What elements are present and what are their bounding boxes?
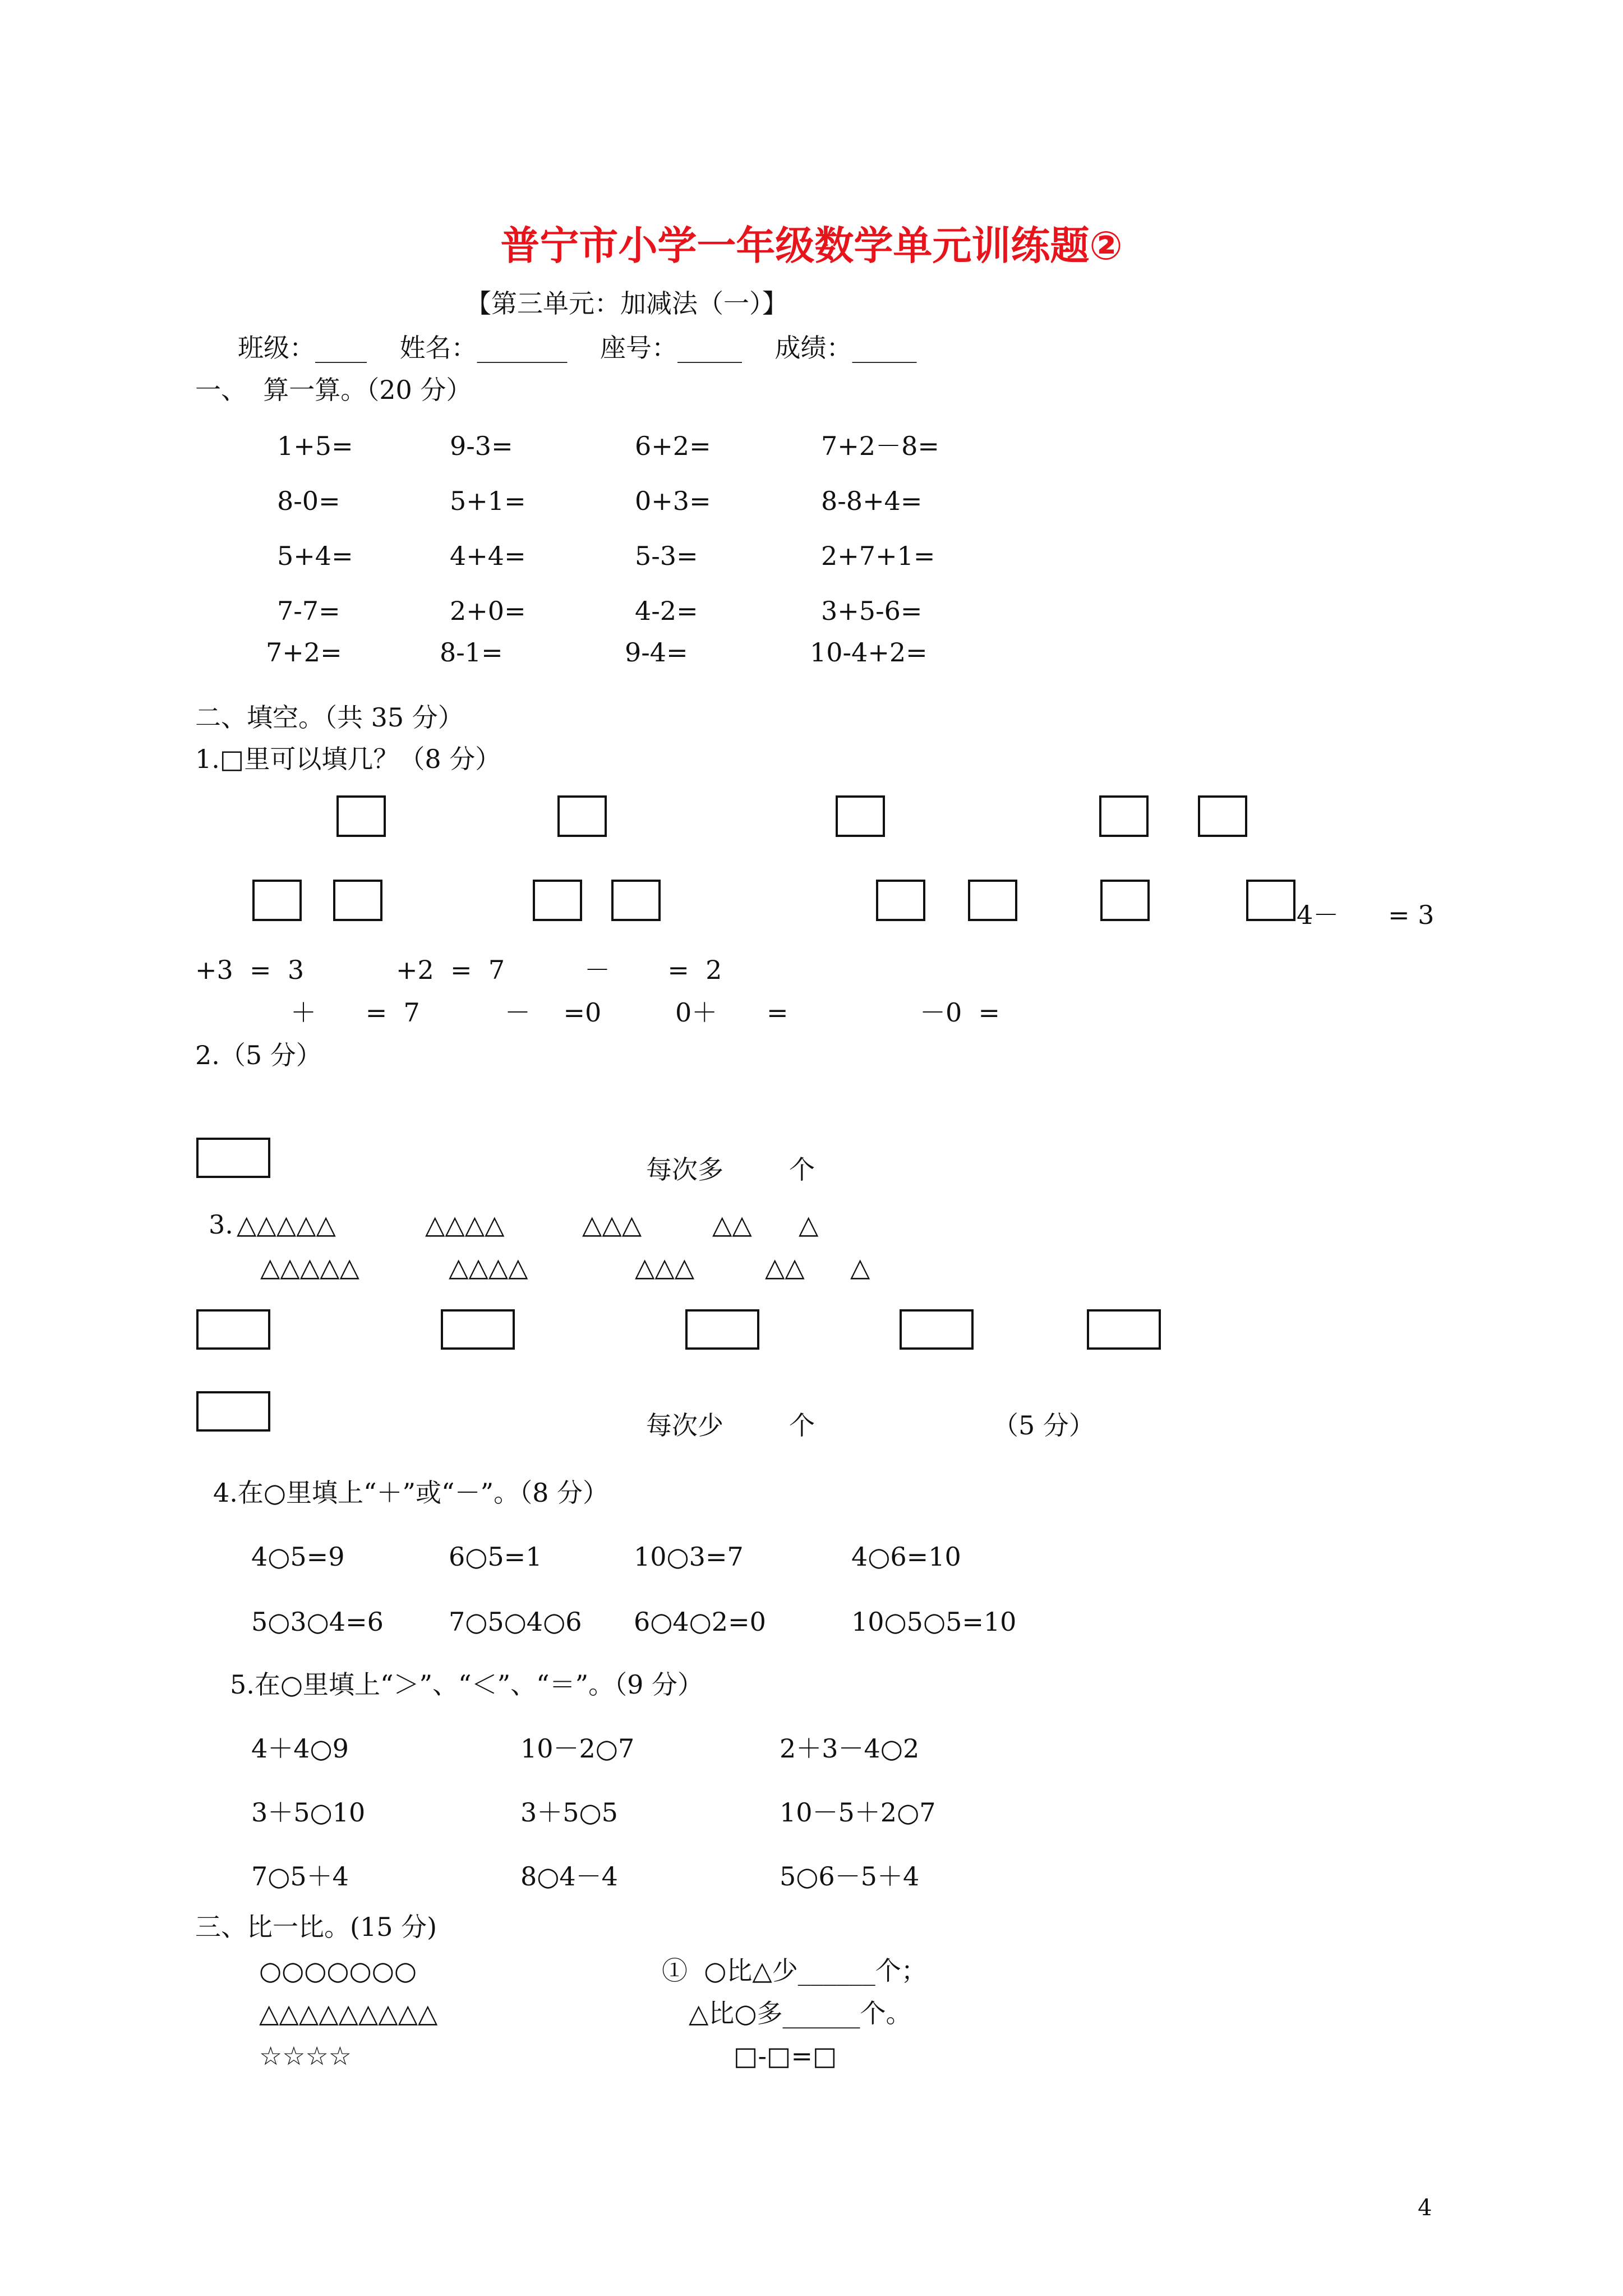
equation: 8-1=: [440, 637, 503, 668]
equation: 10-4+2=: [810, 637, 928, 668]
equation: 5+1=: [450, 486, 526, 516]
q1-equation: － =0: [505, 997, 602, 1028]
triangle-group: △△: [765, 1252, 805, 1282]
answer-box[interactable]: [900, 1309, 974, 1350]
triangle-group: △: [850, 1252, 870, 1282]
answer-box[interactable]: [876, 880, 925, 921]
operator-equation: 4○6=10: [851, 1542, 961, 1572]
answer-box[interactable]: [836, 795, 885, 837]
equation: 6+2=: [635, 431, 711, 461]
equation: 2+7+1=: [821, 541, 935, 571]
equation: 7+2=: [266, 637, 342, 668]
equation: 2+0=: [450, 596, 526, 626]
comparison-equation: 7○5＋4: [251, 1861, 349, 1892]
answer-box[interactable]: [533, 880, 582, 921]
triangle-group: △△: [712, 1209, 752, 1240]
answer-box[interactable]: [685, 1309, 759, 1350]
equation: 5+4=: [277, 541, 353, 571]
operator-equation: 6○5=1: [449, 1542, 542, 1572]
triangle-group: △△△△: [449, 1252, 528, 1282]
answer-box[interactable]: [611, 880, 661, 921]
circle-row: ○○○○○○○: [259, 1955, 417, 1986]
triangle-group: △△△△△: [260, 1252, 359, 1282]
triangle-row: △△△△△△△△△: [259, 1998, 438, 2028]
q1-equation: +3 = 3: [195, 955, 305, 985]
section-2-heading: 二、填空。（共 35 分）: [195, 702, 464, 733]
operator-equation: 4○5=9: [251, 1542, 345, 1572]
q2-label: 2.（5 分）: [195, 1040, 322, 1070]
unit-title: 【第三单元：加减法（一）】: [465, 288, 788, 319]
answer-box[interactable]: [968, 880, 1017, 921]
q5-label: 5.在○里填上“＞”、“＜”、“＝”。（9 分）: [230, 1669, 704, 1700]
equation: 5-3=: [635, 541, 698, 571]
triangle-group: △△△: [635, 1252, 695, 1282]
equation: 4-2=: [635, 596, 698, 626]
answer-box[interactable]: [196, 1391, 270, 1432]
operator-equation: 7○5○4○6: [449, 1607, 582, 1637]
q3-score: （5 分）: [993, 1410, 1095, 1441]
compare-equation: □-□=□: [734, 2041, 837, 2071]
answer-box[interactable]: [196, 1138, 270, 1178]
q1-equation: +2 = 7: [396, 955, 505, 985]
equation: 7-7=: [277, 596, 340, 626]
q1-label: 1.□里可以填几？（8 分）: [195, 744, 501, 774]
q3-text: 每次少 个: [646, 1410, 815, 1441]
operator-equation: 10○3=7: [634, 1542, 744, 1572]
operator-equation: 10○5○5=10: [851, 1607, 1017, 1637]
compare-question-2: △比○多______个。: [689, 1998, 912, 2028]
student-info-line: 班级：____ 姓名：_______ 座号：_____ 成绩：_____: [238, 333, 917, 363]
operator-equation: 6○4○2=0: [634, 1607, 766, 1637]
answer-box[interactable]: [333, 880, 382, 921]
page-number: 4: [1418, 2195, 1432, 2221]
equation: 4+4=: [450, 541, 526, 571]
q1-equation: －0 =: [920, 997, 1000, 1028]
page-title: 普宁市小学一年级数学单元训练题②: [500, 223, 1123, 269]
equation: 0+3=: [635, 486, 711, 516]
answer-box[interactable]: [336, 795, 386, 837]
comparison-equation: 10－2○7: [520, 1733, 635, 1764]
comparison-equation: 4＋4○9: [251, 1733, 349, 1764]
operator-equation: 5○3○4=6: [251, 1607, 384, 1637]
answer-box[interactable]: [441, 1309, 515, 1350]
equation: 9-3=: [450, 431, 513, 461]
q1-side-equation: 4－ = 3: [1297, 900, 1435, 930]
comparison-equation: 3＋5○10: [251, 1797, 366, 1828]
q1-equation: ＋ = 7: [291, 997, 420, 1028]
answer-box[interactable]: [252, 880, 302, 921]
q3-label: 3.: [209, 1209, 233, 1240]
answer-box[interactable]: [557, 795, 607, 837]
triangle-group: △: [799, 1209, 819, 1240]
compare-question-1: ① ○比△少______个；: [662, 1955, 927, 1986]
answer-box[interactable]: [1246, 880, 1295, 921]
comparison-equation: 2＋3－4○2: [780, 1733, 920, 1764]
equation: 9-4=: [625, 637, 688, 668]
equation: 8-8+4=: [821, 486, 923, 516]
equation: 8-0=: [277, 486, 340, 516]
triangle-group: △△△△: [425, 1209, 505, 1240]
equation: 7+2－8=: [821, 431, 939, 461]
equation: 3+5-6=: [821, 596, 923, 626]
section-3-heading: 三、比一比。(15 分): [195, 1912, 437, 1942]
triangle-group: △△△△△: [237, 1209, 336, 1240]
comparison-equation: 8○4－4: [520, 1861, 618, 1892]
answer-box[interactable]: [196, 1309, 270, 1350]
triangle-group: △△△: [582, 1209, 642, 1240]
answer-box[interactable]: [1087, 1309, 1161, 1350]
q2-text: 每次多 个: [646, 1154, 815, 1185]
comparison-equation: 10－5＋2○7: [780, 1797, 936, 1828]
answer-box[interactable]: [1198, 795, 1247, 837]
comparison-equation: 3＋5○5: [520, 1797, 618, 1828]
q1-equation: 0＋ =: [675, 997, 789, 1028]
comparison-equation: 5○6－5＋4: [780, 1861, 920, 1892]
q4-label: 4.在○里填上“＋”或“－”。（8 分）: [213, 1478, 608, 1508]
section-1-heading: 一、 算一算。（20 分）: [195, 375, 472, 405]
q1-equation: － = 2: [584, 955, 722, 985]
equation: 1+5=: [277, 431, 353, 461]
answer-box[interactable]: [1100, 880, 1150, 921]
star-row: ☆☆☆☆: [259, 2041, 352, 2071]
answer-box[interactable]: [1099, 795, 1149, 837]
